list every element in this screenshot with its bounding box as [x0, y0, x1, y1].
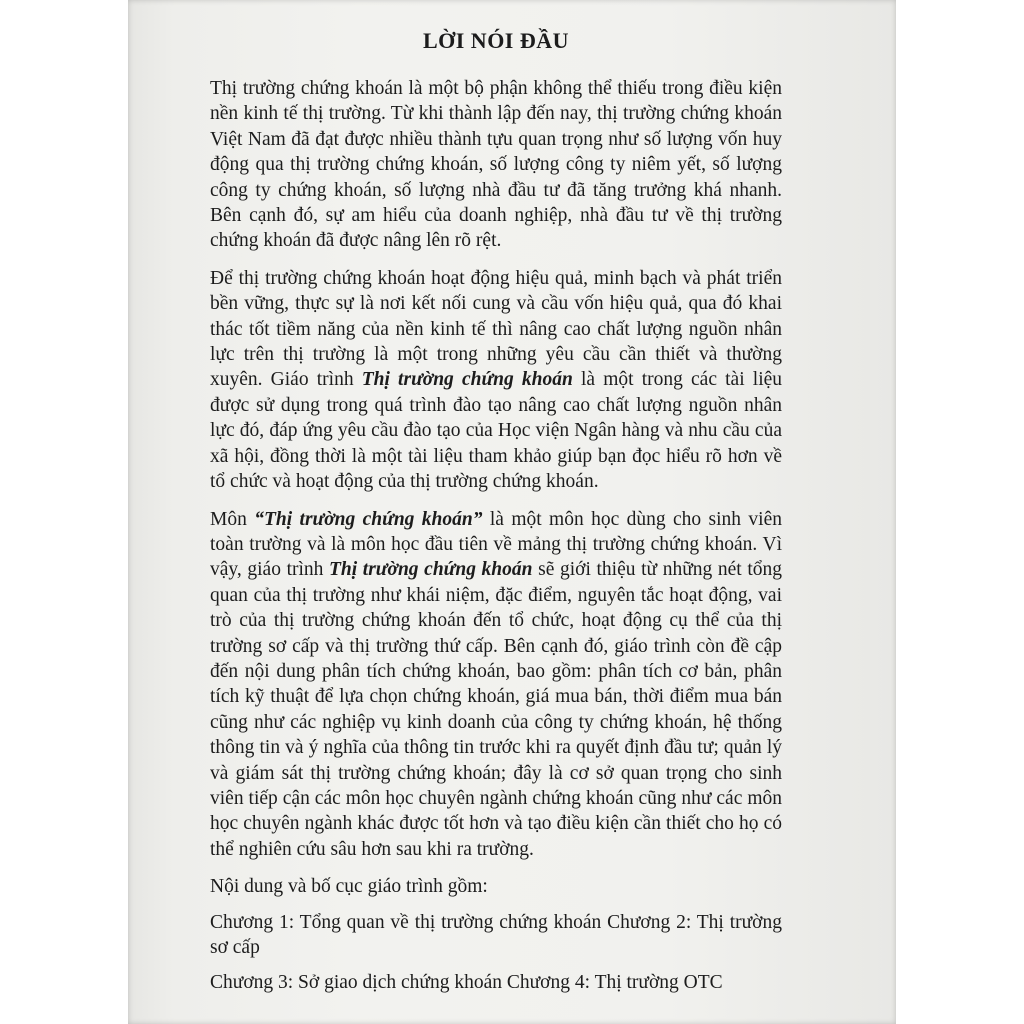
paragraph-4: Nội dung và bố cục giáo trình gồm: [210, 876, 488, 898]
book-title-emphasis: Thị trường chứng khoán [361, 369, 573, 391]
paragraph-2-text-b: là một trong các tài liệu được sử dụng trong quá trình đào tạo nâng cao chất lượng nguồn nhân lực đó, đáp ứng yêu cầu đào tạo của Học viện Ngân hàng và nhu cầu của xã hội, đồng thời là một tài liệu tham khảo giúp bạn đọc hiểu rõ hơn về tổ chức và hoạt động của thị trường chứng khoán. [210, 369, 783, 493]
paragraph-3-text-b: là một môn học dùng cho sinh viên toàn trường và là môn học đầu tiên về mảng thị trường chứng khoán. Vì vậy, giáo trình [210, 508, 782, 581]
page-content [210, 28, 782, 1006]
chapter-list-1: Chương 1: Tổng quan về thị trường chứng khoán Chương 2: Thị trường sơ cấp [210, 911, 782, 958]
page-title: LỜI NÓI ĐẦU [422, 28, 570, 53]
book-title-emphasis-2: Thị trường chứng khoán [329, 559, 533, 581]
paragraph-1 [210, 76, 782, 254]
paragraph-3-text-a: Môn [210, 508, 255, 530]
paragraph-3 [210, 507, 782, 863]
paragraph-2 [210, 266, 782, 495]
chapter-list-2: Chương 3: Sở giao dịch chứng khoán Chương 4: Thị trường OTC [210, 972, 723, 994]
paragraph-3-text-c: sẽ giới thiệu từ những nét tổng quan của thị trường như khái niệm, đặc điểm, nguyên tắc hoạt động, vai trò của thị trường chứng khoán đến tổ chức, hoạt động cụ thể của thị trường sơ cấp và thị trường thứ cấp. Bên cạnh đó, giáo trình còn đề cập đến nội dung phân tích chứng khoán, bao gồm: phân tích cơ bản, phân tích kỹ thuật để lựa chọn chứng khoán, giá mua bán, thời điểm mua bán cũng như các nghiệp vụ kinh doanh của công ty chứng khoán, hệ thống thông tin và ý nghĩa của thông tin trước khi ra quyết định đầu tư; quản lý và giám sát thị trường chứng khoán; đây là cơ sở quan trọng cho sinh viên tiếp cận các môn học chuyên ngành chứng khoán cũng như các môn học chuyên ngành khác được tốt hơn và tạo điều kiện cần thiết cho họ có thể nghiên cứu sâu hơn sau khi ra trường. [210, 559, 783, 860]
paragraph-2-text-a: Để thị trường chứng khoán hoạt động hiệu quả, minh bạch và phát triển bền vững, thực sự là nơi kết nối cung và cầu vốn hiệu quả, qua đó khai thác tốt tiềm năng của nền kinh tế thì nâng cao chất lượng nguồn nhân lực trên thị trường là một trong những yêu cầu cần thiết và thường xuyên. Giáo trình [210, 267, 782, 391]
paragraph-1-text: Thị trường chứng khoán là một bộ phận không thể thiếu trong điều kiện nền kinh tế thị trường. Từ khi thành lập đến nay, thị trường chứng khoán Việt Nam đã đạt được nhiều thành tựu quan trọng như số lượng vốn huy động qua thị trường chứng khoán, số lượng công ty niêm yết, số lượng công ty chứng khoán, số lượng nhà đầu tư đã tăng trưởng khá nhanh. Bên cạnh đó, sự am hiểu của doanh nghiệp, nhà đầu tư về thị trường chứng khoán đã được nâng lên rõ rệt. [210, 78, 782, 252]
course-title-emphasis: “Thị trường chứng khoán” [254, 508, 483, 530]
